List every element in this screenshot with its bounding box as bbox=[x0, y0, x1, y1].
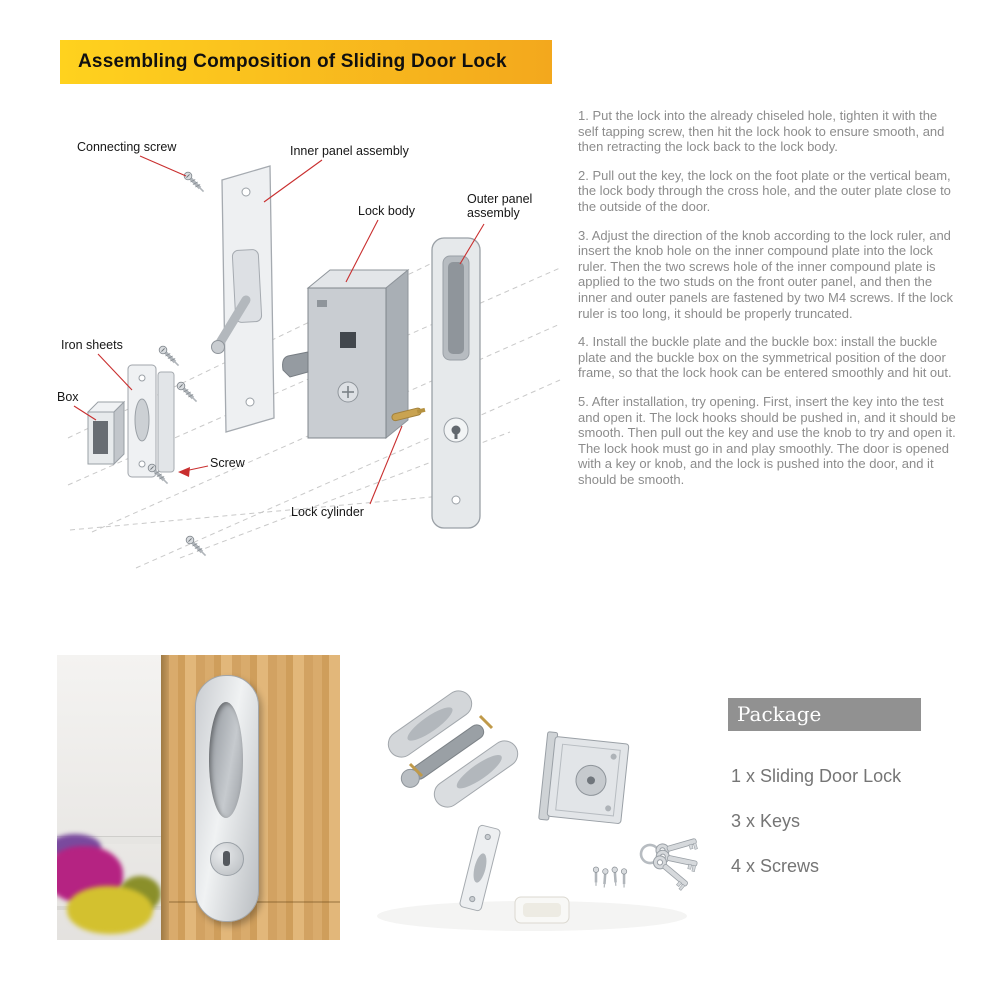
label-outer-panel-line1: Outer panel bbox=[467, 192, 533, 206]
small-screws-graphic bbox=[593, 867, 626, 888]
plastic-part-graphic bbox=[515, 897, 569, 923]
label-box: Box bbox=[57, 390, 79, 404]
package-included-heading: Package Included: bbox=[728, 698, 921, 731]
instruction-step-3: 3. Adjust the direction of the knob according to the lock ruler, and insert the knob hole on the inner compound plate into the lock ruler. Then the two screws hole of the inner compound plate is applied to the two studs on the front outer panel, and then the inner and outer panels are fastened by two M4 screws. If the lock ruler is too long, it should be properly truncated. bbox=[578, 227, 954, 321]
handle-set-graphic bbox=[383, 686, 523, 812]
keyhole-knob-graphic bbox=[210, 842, 244, 876]
label-inner-panel-assembly: Inner panel assembly bbox=[290, 144, 409, 158]
package-item-keys: 3 x Keys bbox=[731, 811, 801, 831]
instruction-step-5: 5. After installation, try opening. First, insert the key into the test and open it. The lock hooks should be pushed in, and it should be smooth. Then pull out the key and use the knob to try and open it. The lock hook must go in and play smoothly. The door is opened with a key or knob, and the lock is pushed into the door, and it should be smooth. bbox=[578, 393, 956, 487]
label-screw: Screw bbox=[210, 456, 245, 470]
title-banner bbox=[60, 40, 552, 84]
screws-part bbox=[147, 171, 209, 559]
package-items-list bbox=[731, 766, 901, 901]
lock-body-part bbox=[283, 270, 408, 438]
label-iron-sheets: Iron sheets bbox=[61, 338, 123, 352]
exploded-diagram bbox=[40, 100, 570, 600]
inner-panel-part bbox=[212, 166, 275, 432]
buckle-box-part bbox=[88, 402, 124, 464]
door-edge-graphic bbox=[161, 655, 169, 940]
package-item-lock: 1 x Sliding Door Lock bbox=[731, 766, 902, 786]
mortise-lock-graphic bbox=[539, 732, 630, 828]
pillow-yellow-graphic bbox=[67, 886, 153, 934]
outer-panel-part bbox=[432, 238, 480, 528]
instruction-step-2: 2. Pull out the key, the lock on the foot plate or the vertical beam, the lock body through the cross hole, and the outer plate close to the outside of the door. bbox=[578, 167, 951, 214]
label-outer-panel-line2: assembly bbox=[467, 206, 520, 220]
iron-sheets-part bbox=[128, 365, 174, 477]
instructions-list bbox=[578, 108, 958, 500]
instruction-step-4: 4. Install the buckle plate and the buckle box: install the buckle plate and the buckle box on the symmetrical position of the door frame, so that the lock hook can be entered smoothly and hit out. bbox=[578, 334, 952, 381]
package-item-screws: 4 x Screws bbox=[731, 856, 820, 876]
flush-lock-plate-graphic bbox=[195, 675, 259, 922]
label-connecting-screw: Connecting screw bbox=[77, 140, 177, 154]
installed-lock-photo bbox=[57, 655, 340, 940]
label-lock-body: Lock body bbox=[358, 204, 415, 218]
parts-kit-graphic bbox=[352, 678, 702, 943]
instruction-step-1: 1. Put the lock into the already chiseled hole, tighten it with the self tapping screw, then hit the lock hook to ensure smooth, and then retracting the lock back to the lock body. bbox=[578, 108, 945, 155]
flush-pull-recess-graphic bbox=[209, 702, 243, 818]
label-outer-panel-assembly bbox=[467, 192, 532, 220]
page-title: Assembling Composition of Sliding Door Lock bbox=[78, 51, 507, 72]
keys-graphic bbox=[634, 823, 702, 893]
parts-kit-photo bbox=[352, 678, 702, 943]
strike-plate-graphic bbox=[459, 825, 501, 912]
label-lock-cylinder: Lock cylinder bbox=[291, 505, 364, 519]
